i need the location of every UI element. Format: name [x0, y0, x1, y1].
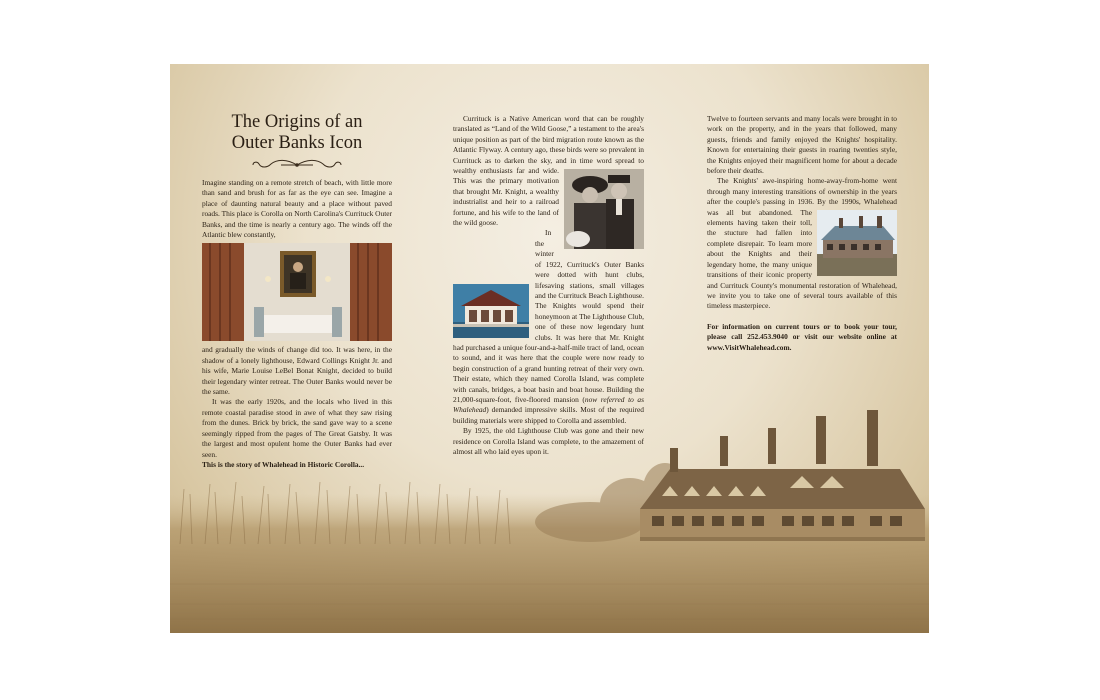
history-paragraph-1: Currituck is a Native American word that can be roughly translated as “Land of the Wild Goose,” a testament to the area's unique position as part of the bird migration route known as the Atlantic Flyway. A century ago, these birds were so prevalent in Currituck as to darken the sky, and in time word spread to wealthy enthusiasts far and wide. This was the primary motivation that brought Mr. Knight, a wealthy industrialist and heir to a railroad fortune, and his wife to the land of the wild goose.: [453, 114, 644, 228]
history-paragraph-3: By 1925, the old Lighthouse Club was gone and their new residence on Corolla Island was complete, to the amazement of almost all who laid eyes upon it.: [453, 426, 644, 456]
mansion-silhouette: [640, 410, 925, 541]
page-title: [202, 112, 392, 154]
history-paragraph-2-emphasis: now referred to as Whalehead: [453, 394, 644, 415]
dining-room-photo: [202, 243, 392, 341]
knight-couple-photo: [564, 169, 644, 249]
title-line-1: The Origins of an: [231, 112, 363, 132]
column-history: [453, 114, 644, 457]
legacy-paragraph-2: The Knights' awe-inspiring home-away-from-home went through many interesting transitions of ownership in the years after the couple's passing in 1936. By the 1990s, Whalehead was all but abandoned. The elements having taken their toll, the stucture had fallen into complete disrepair. To learn more about the Knights and their legendary home, the many unique transitions of their iconic property and Currituck County's monumental restoration of Whalehead, we invite you to take one of several tours available of this timeless masterpiece.: [707, 176, 897, 311]
boathouse-photo: [453, 284, 529, 338]
legacy-paragraph-1: Twelve to fourteen servants and many locals were brought in to work on the property, and in the years that followed, many guests, friends and family enjoyed the Knights' hospitality. Known for entertaining their guests in roaring twenties style, the Knights enjoyed their magnificent home for about a decade before their deaths.: [707, 114, 897, 176]
column-legacy: [707, 114, 897, 353]
history-paragraph-2-text: In the winter of 1922, Currituck's Outer Banks were dotted with hunt clubs, lifesaving stations, small villages and the Currituck Beach Lighthouse. The Knights would spend their honeymoon at The Lighthouse Club, one of these now legendary hunt clubs. It was here that Mr. Knight had purchased a unique four-and-a-half-mile tract of land, ocean to sound, and it was here that the couple were now ready to begin construction of a grand hunting retreat of their very own. Their estate, which they named Corolla Island, was complete with canals, bridges, a boat basin and boat house. Building the 21,000-square-foot, five-floored mansion (: [453, 228, 644, 404]
tour-contact-info: For information on current tours or to book your tour, please call 252.453.9040 or visit our website online at www.VisitWhalehead.com.: [707, 321, 897, 352]
intro-paragraph-3: It was the early 1920s, and the locals who lived in this remote coastal paradise stood in awe of what they saw rising from the dunes. Brick by brick, the sand gave way to a scene seemingly ripped from the pages of The Great Gatsby. It was the largest and most opulent home the Outer Banks had ever seen.: [202, 397, 392, 459]
brochure-spread: [170, 64, 929, 633]
title-line-2: Outer Banks Icon: [231, 133, 363, 153]
ornament-flourish-icon: [247, 158, 347, 172]
intro-paragraph-2: and gradually the winds of change did too. It was here, in the shadow of a lonely lighthouse, Edward Collings Knight Jr. and his wife, Marie Louise LeBel Bonat Knight, decided to build their legendary winter retreat. The Outer Banks would never be the same.: [202, 345, 392, 397]
abandoned-mansion-photo: [817, 210, 897, 276]
history-paragraph-2-end: ) demanded impressive skills. Most of the required building materials were shipped to Corolla and assembled.: [453, 405, 644, 425]
intro-tagline: This is the story of Whalehead in Historic Corolla...: [202, 459, 365, 469]
column-intro: [202, 112, 392, 470]
intro-paragraph-1: Imagine standing on a remote stretch of beach, with little more than sand and brush for as far as the eye can see. Imagine a place of daunting natural beauty and a place without paved roads. This place is Corolla on North Carolina's Currituck Outer Banks, and the time is nearly a century ago. The winds off the Atlantic blew constantly,: [202, 178, 392, 240]
